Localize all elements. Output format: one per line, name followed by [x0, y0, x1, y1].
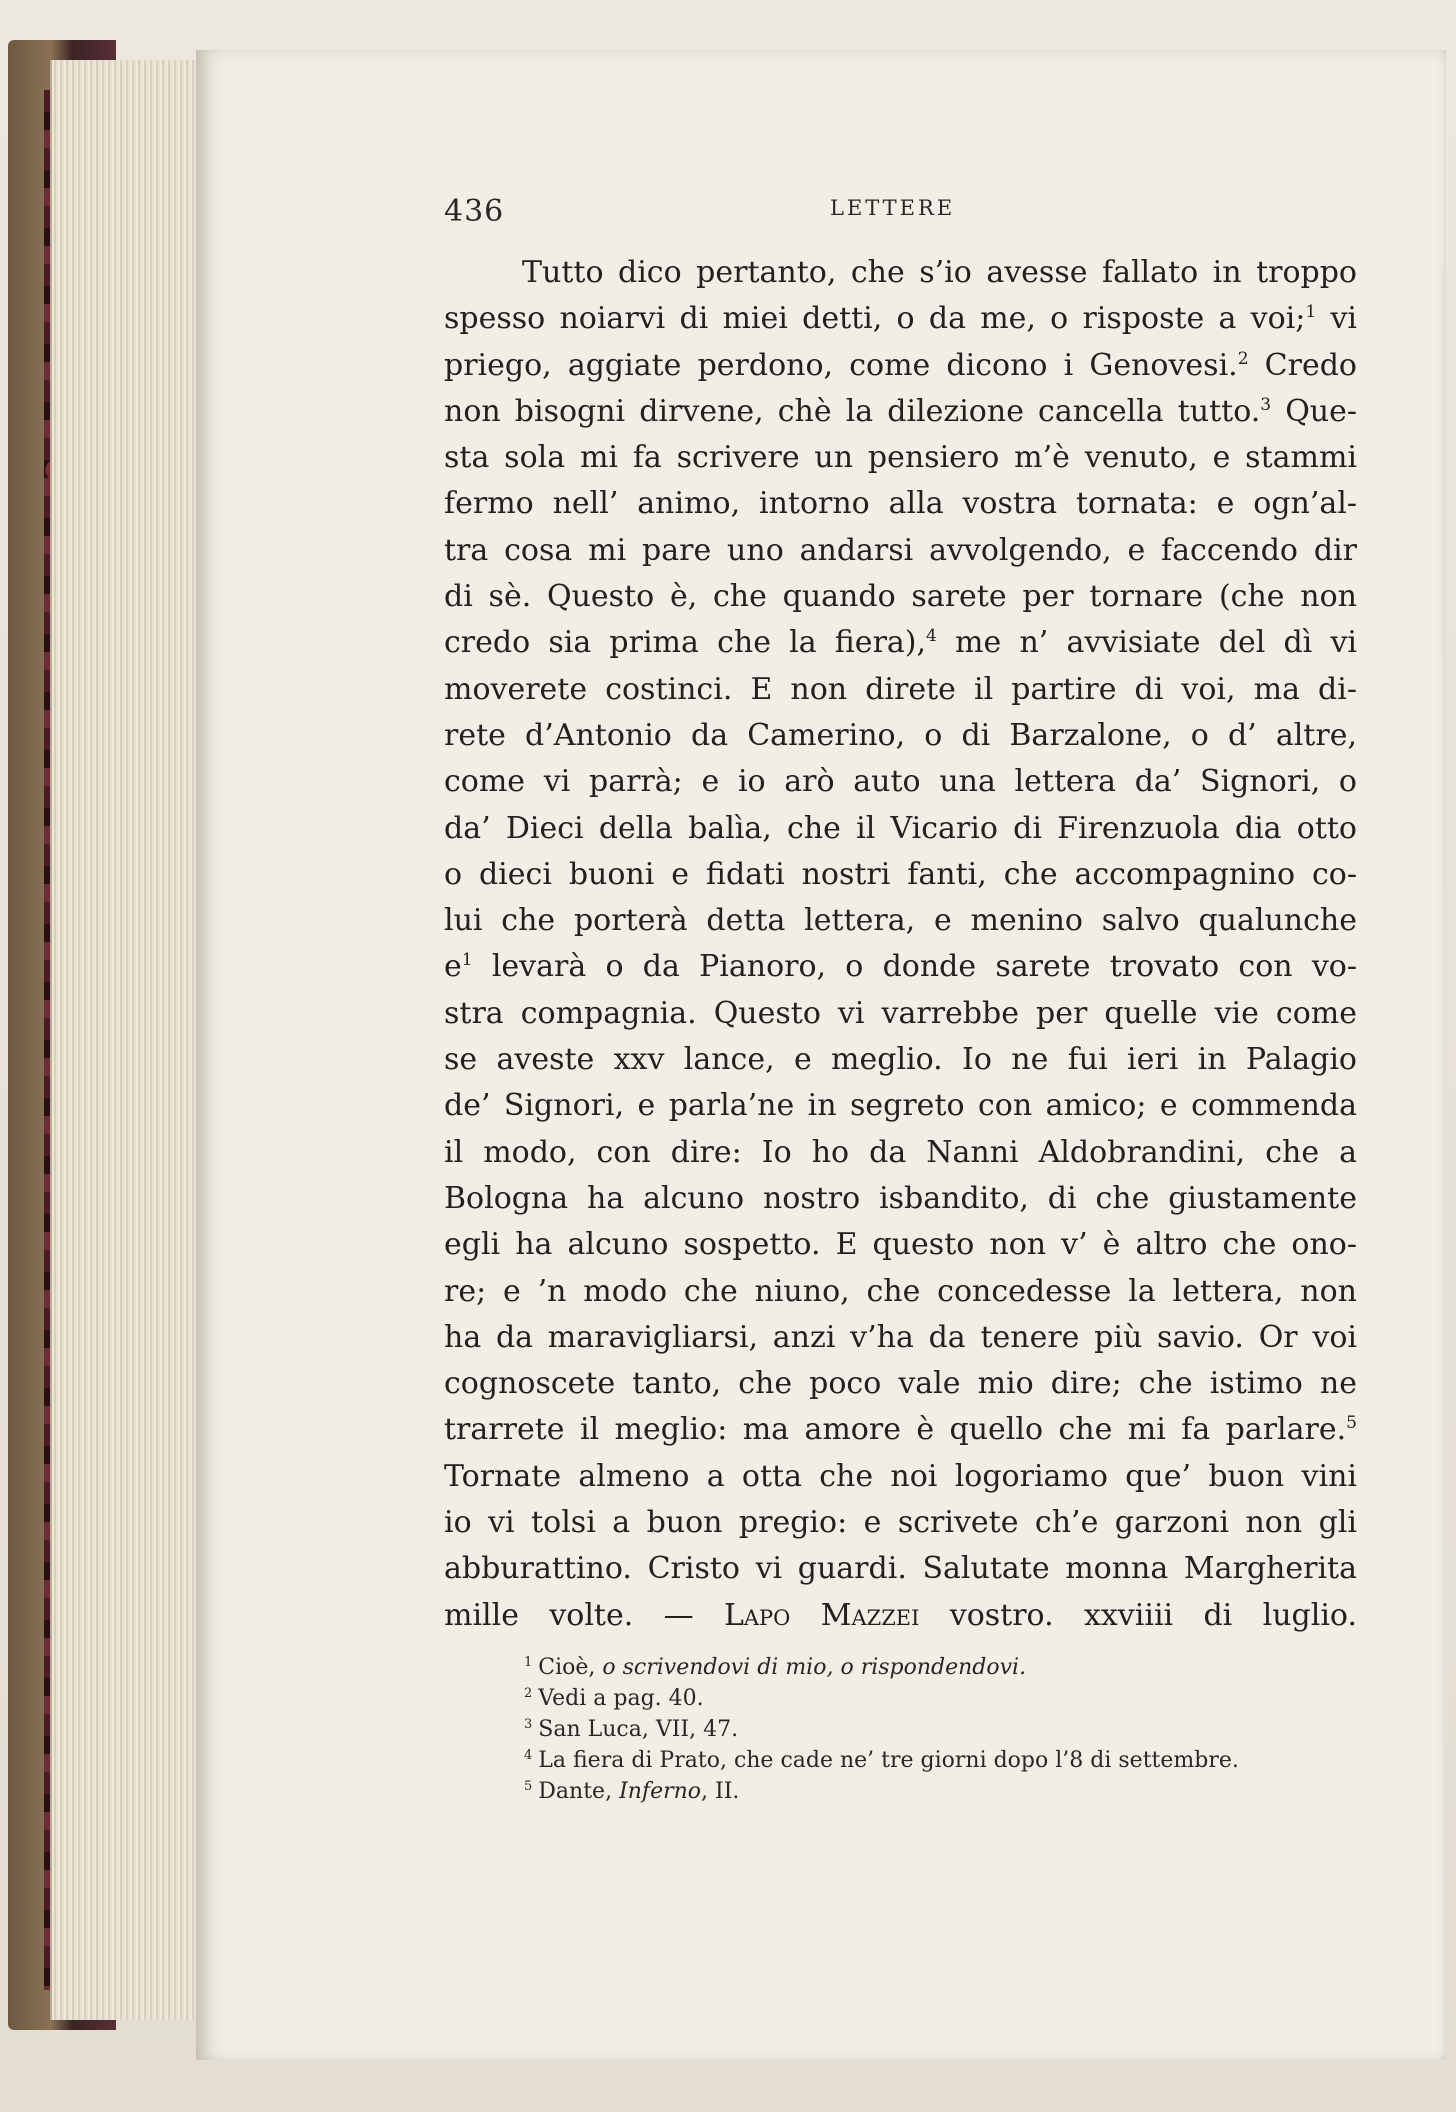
footnote: $^4$ La fiera di Prato, che cade ne’ tre giorni dopo l’8 di settembre.	[524, 1747, 1239, 1773]
body-line: egli ha alcuno sospetto. E questo non v’ è altro che ono-	[444, 1227, 1357, 1263]
footnote: $^1$ Cioè, o scrivendovi di mio, o rispondendovi.	[524, 1654, 1027, 1680]
body-line: il modo, con dire: Io ho da Nanni Aldobrandini, che a	[444, 1134, 1357, 1170]
body-line: spesso noiarvi di miei detti, o da me, o risposte a voi;$^1$ vi	[444, 301, 1357, 337]
body-line: abburattino. Cristo vi guardi. Salutate monna Margherita	[444, 1551, 1357, 1587]
page-edges	[50, 60, 202, 2020]
footnote: $^3$ San Luca, VII, 47.	[524, 1716, 739, 1742]
signature-name: Lapo Mazzei	[723, 1597, 920, 1633]
footnote-ref: 1	[1305, 302, 1317, 323]
body-line: da’ Dieci della balìa, che il Vicario di Firenzuola dia otto	[444, 810, 1357, 846]
footnote: $^5$ Dante, Inferno, II.	[524, 1778, 740, 1804]
footnotes	[524, 1652, 1344, 1807]
body-line: non bisogni dirvene, chè la dilezione cancella tutto.$^3$ Que-	[444, 393, 1358, 429]
body-line: lui che porterà detta lettera, e menino salvo qualunche	[444, 903, 1357, 939]
footnote-ref: 4	[926, 626, 937, 647]
body-line: Tornate almeno a otta che noi logoriamo que’ buon vini	[444, 1458, 1357, 1494]
body-line: come vi parrà; e io arò auto una lettera da’ Signori, o	[444, 764, 1357, 800]
body-line: di sè. Questo è, che quando sarete per tornare (che non	[444, 579, 1357, 615]
body-line: tra cosa mi pare uno andarsi avvolgendo, e faccendo dir	[444, 532, 1357, 568]
footnote: $^2$ Vedi a pag. 40.	[524, 1685, 704, 1711]
body-line: de’ Signori, e parla’ne in segreto con amico; e commenda	[444, 1088, 1357, 1124]
body-line: $e^1$ levarà o da Pianoro, o donde sarete trovato con vo-	[444, 949, 1357, 985]
body-line: sta sola mi fa scrivere un pensiero m’è venuto, e stammi	[444, 440, 1357, 476]
body-line: stra compagnia. Questo vi varrebbe per quelle vie come	[444, 995, 1357, 1031]
body-line: cognoscete tanto, che poco vale mio dire; che istimo ne	[444, 1366, 1357, 1402]
letter-body	[444, 250, 1357, 1639]
running-title: LETTERE	[830, 196, 956, 220]
body-line: o dieci buoni e fidati nostri fanti, che accompagnino co-	[444, 856, 1357, 892]
footnote-ref: 3	[1260, 394, 1272, 415]
footnote-ref: 1	[461, 950, 473, 971]
body-line: Tutto dico pertanto, che s’io avesse fallato in troppo	[522, 255, 1357, 290]
footnote-ref: 2	[1237, 348, 1249, 369]
body-line: Bologna ha alcuno nostro isbandito, di che giustamente	[444, 1180, 1357, 1216]
body-line: credo sia prima che la fiera),$^4$ me n’ avvisiate del dì vi	[444, 625, 1358, 661]
body-line: priego, aggiate perdono, come dicono i Genovesi.$^2$ Credo	[444, 347, 1357, 383]
page-number: 436	[444, 194, 505, 229]
signature-line: mille volte. — Lapo Mazzei vostro. xxviiii di luglio.	[444, 1597, 1357, 1633]
body-line: rete d’Antonio da Camerino, o di Barzalone, o d’ altre,	[444, 717, 1357, 753]
body-line: fermo nell’ animo, intorno alla vostra tornata: e ogn’al-	[444, 486, 1357, 522]
body-line: trarrete il meglio: ma amore è quello che mi fa parlare.$^5$	[444, 1412, 1357, 1448]
body-line: se aveste xxv lance, e meglio. Io ne fui ieri in Palagio	[444, 1042, 1357, 1078]
running-head	[0, 150, 1456, 229]
body-line: ha da maravigliarsi, anzi v’ha da tenere più savio. Or voi	[444, 1319, 1357, 1355]
body-line: re; e ’n modo che niuno, che concedesse la lettera, non	[444, 1273, 1357, 1309]
footnote-ref: 5	[1346, 1413, 1357, 1434]
body-line: io vi tolsi a buon pregio: e scrivete ch’e garzoni non gli	[444, 1505, 1357, 1541]
body-line: moverete costinci. E non direte il partire di voi, ma di-	[444, 671, 1357, 707]
